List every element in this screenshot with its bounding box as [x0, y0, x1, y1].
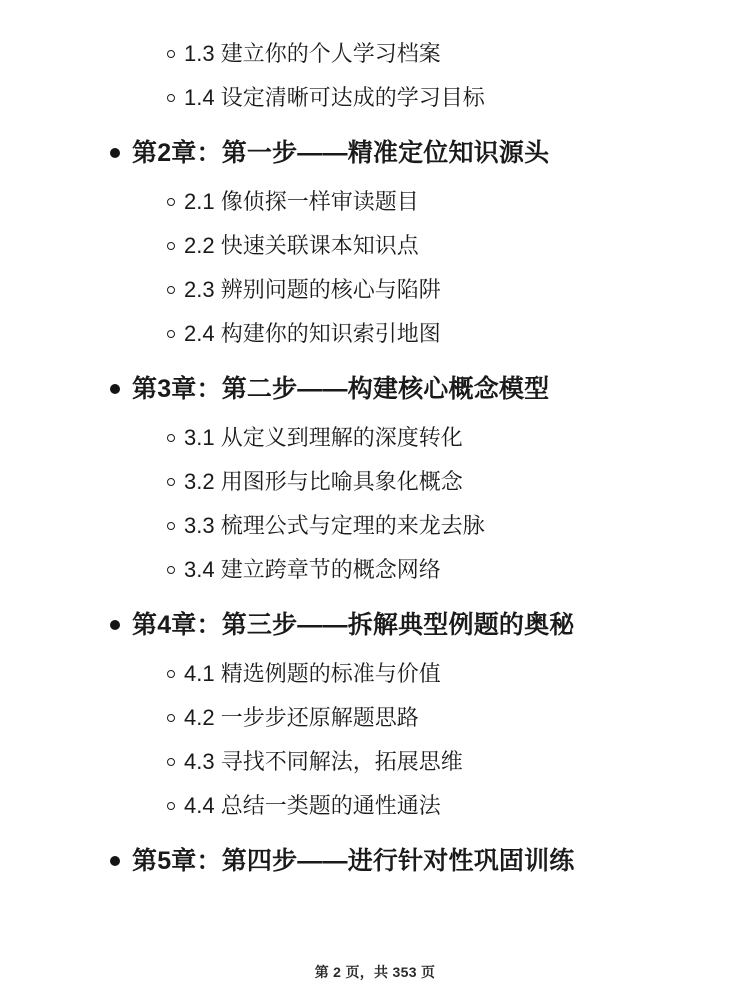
toc-chapter-item[interactable]	[70, 134, 680, 172]
filled-bullet-icon	[110, 856, 120, 866]
hollow-bullet-icon	[167, 242, 175, 250]
filled-bullet-icon	[110, 620, 120, 630]
toc-section-item[interactable]	[70, 786, 680, 826]
toc-item-label: 4.3 寻找不同解法，拓展思维	[184, 749, 463, 774]
hollow-bullet-icon	[167, 198, 175, 206]
filled-bullet-icon	[110, 148, 120, 158]
toc-section-item[interactable]	[70, 418, 680, 458]
hollow-bullet-icon	[167, 434, 175, 442]
toc-item-label: 3.4 建立跨章节的概念网络	[184, 557, 441, 582]
toc-item-label: 3.3 梳理公式与定理的来龙去脉	[184, 513, 485, 538]
toc-item-label: 2.3 辨别问题的核心与陷阱	[184, 277, 441, 302]
toc-item-label: 4.2 一步步还原解题思路	[184, 705, 419, 730]
hollow-bullet-icon	[167, 522, 175, 530]
toc-chapter-item[interactable]	[70, 842, 680, 880]
toc-section-item[interactable]	[70, 314, 680, 354]
page-footer: 第 2 页，共 353 页	[314, 964, 436, 980]
hollow-bullet-icon	[167, 286, 175, 294]
toc-item-label: 2.4 构建你的知识索引地图	[184, 321, 441, 346]
toc-item-label: 第2章：第一步——精准定位知识源头	[132, 139, 550, 167]
hollow-bullet-icon	[167, 714, 175, 722]
toc-item-label: 第3章：第二步——构建核心概念模型	[132, 375, 550, 403]
toc-section-item[interactable]	[70, 550, 680, 590]
toc-item-label: 3.2 用图形与比喻具象化概念	[184, 469, 463, 494]
toc-section-item[interactable]	[70, 226, 680, 266]
toc-section-item[interactable]	[70, 34, 680, 74]
toc-spacer	[70, 594, 680, 606]
toc-item-label: 2.2 快速关联课本知识点	[184, 233, 419, 258]
toc-item-label: 2.1 像侦探一样审读题目	[184, 189, 419, 214]
hollow-bullet-icon	[167, 670, 175, 678]
toc-item-label: 3.1 从定义到理解的深度转化	[184, 425, 463, 450]
toc-section-item[interactable]	[70, 462, 680, 502]
table-of-contents	[70, 34, 680, 880]
toc-chapter-item[interactable]	[70, 370, 680, 408]
toc-section-item[interactable]	[70, 742, 680, 782]
hollow-bullet-icon	[167, 50, 175, 58]
toc-section-item[interactable]	[70, 654, 680, 694]
toc-item-label: 1.3 建立你的个人学习档案	[184, 41, 441, 66]
hollow-bullet-icon	[167, 478, 175, 486]
hollow-bullet-icon	[167, 758, 175, 766]
toc-item-label: 1.4 设定清晰可达成的学习目标	[184, 85, 485, 110]
hollow-bullet-icon	[167, 330, 175, 338]
toc-spacer	[70, 122, 680, 134]
toc-section-item[interactable]	[70, 182, 680, 222]
filled-bullet-icon	[110, 384, 120, 394]
toc-section-item[interactable]	[70, 78, 680, 118]
toc-section-item[interactable]	[70, 270, 680, 310]
hollow-bullet-icon	[167, 94, 175, 102]
toc-chapter-item[interactable]	[70, 606, 680, 644]
toc-item-label: 第4章：第三步——拆解典型例题的奥秘	[132, 611, 575, 639]
toc-item-label: 4.4 总结一类题的通性通法	[184, 793, 441, 818]
hollow-bullet-icon	[167, 802, 175, 810]
toc-section-item[interactable]	[70, 506, 680, 546]
toc-section-item[interactable]	[70, 698, 680, 738]
toc-spacer	[70, 830, 680, 842]
toc-item-label: 第5章：第四步——进行针对性巩固训练	[132, 847, 575, 875]
toc-item-label: 4.1 精选例题的标准与价值	[184, 661, 441, 686]
hollow-bullet-icon	[167, 566, 175, 574]
toc-spacer	[70, 358, 680, 370]
